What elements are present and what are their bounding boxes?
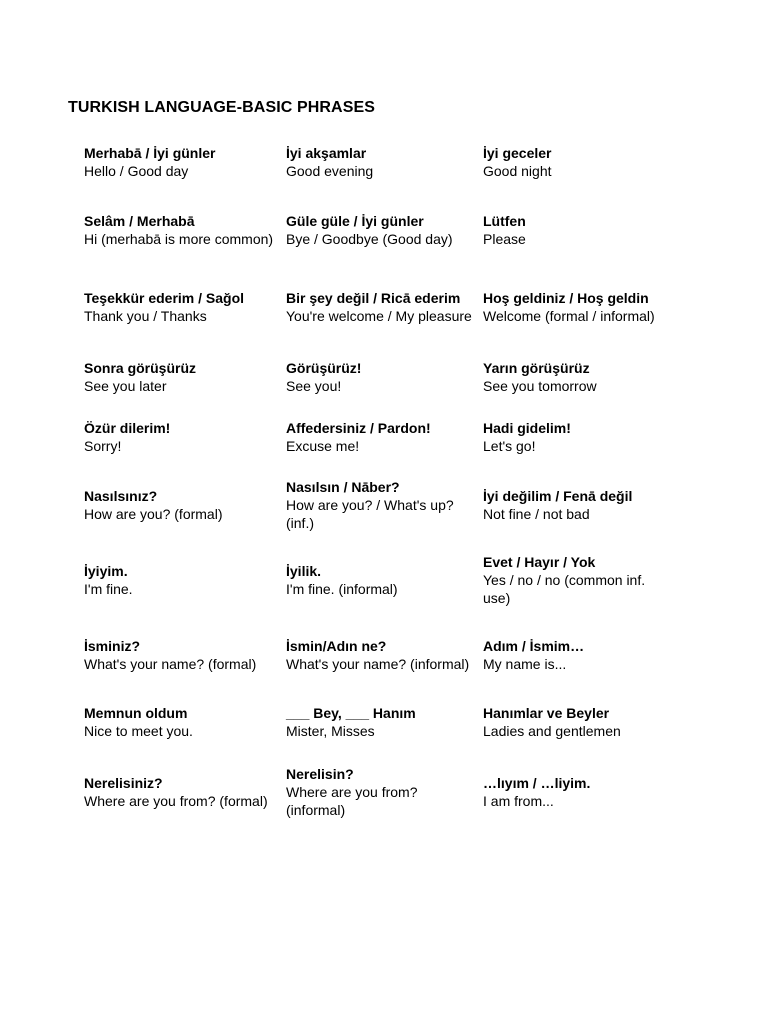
english-meaning: Welcome (formal / informal) — [483, 308, 655, 324]
english-meaning: Where are you from? (informal) — [286, 784, 418, 818]
english-meaning: Mister, Misses — [286, 723, 375, 739]
english-meaning: Thank you / Thanks — [84, 308, 207, 324]
english-meaning: Good night — [483, 163, 552, 179]
phrase-cell — [84, 407, 274, 467]
phrase-cell — [84, 542, 274, 617]
phrase-cell — [84, 267, 274, 347]
english-meaning: Good evening — [286, 163, 374, 179]
english-meaning: How are you? / What's up? (inf.) — [286, 496, 454, 531]
phrase-row — [84, 267, 704, 347]
turkish-phrase: Nerelisin? — [286, 766, 354, 782]
english-meaning: Please — [483, 230, 526, 247]
english-meaning: How are you? (formal) — [84, 505, 223, 522]
english-meaning: See you! — [286, 378, 342, 394]
turkish-phrase: İyi geceler — [483, 145, 552, 161]
english-meaning: What's your name? (formal) — [84, 655, 257, 672]
english-meaning: Yes / no / no (common inf. use) — [483, 571, 646, 606]
document-title: TURKISH LANGUAGE-BASIC PHRASES — [68, 99, 376, 116]
phrase-cell — [483, 617, 673, 692]
turkish-phrase: Hoş geldiniz / Hoş geldin — [483, 290, 649, 306]
phrase-cell — [84, 752, 274, 832]
english-meaning: Sorry! — [84, 438, 122, 454]
english-meaning: Where are you from? (formal) — [84, 793, 268, 809]
turkish-phrase: Lütfen — [483, 212, 526, 229]
phrase-cell — [84, 617, 274, 692]
phrase-cell — [84, 347, 274, 407]
phrase-cell — [483, 467, 673, 542]
turkish-phrase: Yarın görüşürüz — [483, 360, 590, 376]
phrase-cell — [483, 267, 673, 347]
english-meaning: Excuse me! — [286, 438, 360, 454]
turkish-phrase: Güle güle / İyi günler — [286, 212, 424, 229]
phrase-cell — [84, 192, 274, 267]
phrase-cell — [483, 692, 673, 752]
phrase-cell — [483, 132, 673, 192]
phrase-row — [84, 752, 704, 832]
english-meaning: Hi (merhabā is more common) — [84, 230, 274, 247]
turkish-phrase: Affedersiniz / Pardon! — [286, 420, 431, 436]
english-meaning: Nice to meet you. — [84, 723, 193, 739]
turkish-phrase: Merhabā / İyi günler — [84, 145, 216, 161]
english-meaning: I'm fine. (informal) — [286, 580, 398, 597]
english-meaning: Let's go! — [483, 438, 536, 454]
phrase-cell — [483, 192, 673, 267]
turkish-phrase: İyilik. — [286, 562, 322, 579]
phrase-cell — [483, 542, 673, 617]
phrase-cell — [84, 692, 274, 752]
turkish-phrase: Selâm / Merhabā — [84, 212, 195, 229]
turkish-phrase: Özür dilerim! — [84, 420, 171, 436]
english-meaning: Hello / Good day — [84, 163, 189, 179]
english-meaning: Bye / Goodbye (Good day) — [286, 230, 453, 247]
turkish-phrase: Nasılsınız? — [84, 487, 158, 504]
english-meaning: What's your name? (informal) — [286, 655, 470, 672]
phrase-row — [84, 192, 704, 267]
phrase-cell — [286, 132, 476, 192]
phrase-row — [84, 467, 704, 542]
phrase-cell — [84, 467, 274, 542]
turkish-phrase: Nerelisiniz? — [84, 775, 163, 791]
turkish-phrase: İsminiz? — [84, 637, 141, 654]
turkish-phrase: İsmin/Adın ne? — [286, 637, 387, 654]
phrase-row — [84, 617, 704, 692]
turkish-phrase: Memnun oldum — [84, 705, 188, 721]
phrase-cell — [84, 132, 274, 192]
phrase-cell — [286, 752, 476, 832]
turkish-phrase: İyiyim. — [84, 562, 128, 579]
english-meaning: I am from... — [483, 793, 554, 809]
phrase-row — [84, 692, 704, 752]
phrase-row — [84, 347, 704, 407]
turkish-phrase: Bir şey değil / Ricā ederim — [286, 290, 461, 306]
english-meaning: See you later — [84, 378, 167, 394]
english-meaning: Not fine / not bad — [483, 505, 590, 522]
turkish-phrase: …lıyım / …liyim. — [483, 775, 591, 791]
phrase-cell — [483, 347, 673, 407]
turkish-phrase: Adım / İsmim… — [483, 637, 585, 654]
phrase-cell — [286, 692, 476, 752]
phrase-row — [84, 407, 704, 467]
english-meaning: My name is... — [483, 655, 567, 672]
english-meaning: You're welcome / My pleasure — [286, 308, 472, 324]
phrase-cell — [483, 407, 673, 467]
turkish-phrase: Evet / Hayır / Yok — [483, 553, 596, 570]
phrase-cell — [286, 542, 476, 617]
english-meaning: I'm fine. — [84, 580, 133, 597]
phrase-row — [84, 132, 704, 192]
phrase-cell — [286, 347, 476, 407]
turkish-phrase: Hadi gidelim! — [483, 420, 571, 436]
turkish-phrase: İyi değilim / Fenā değil — [483, 487, 633, 504]
turkish-phrase: Teşekkür ederim / Sağol — [84, 290, 245, 306]
phrase-row — [84, 542, 704, 617]
turkish-phrase: İyi akşamlar — [286, 145, 367, 161]
phrase-table — [84, 132, 704, 832]
turkish-phrase: ___ Bey, ___ Hanım — [286, 705, 416, 721]
phrase-cell — [286, 267, 476, 347]
phrase-cell — [286, 617, 476, 692]
phrase-cell — [286, 407, 476, 467]
english-meaning: Ladies and gentlemen — [483, 723, 621, 739]
turkish-phrase: Hanımlar ve Beyler — [483, 705, 610, 721]
turkish-phrase: Nasılsın / Nāber? — [286, 478, 400, 495]
phrase-cell — [286, 192, 476, 267]
turkish-phrase: Sonra görüşürüz — [84, 360, 197, 376]
english-meaning: See you tomorrow — [483, 378, 597, 394]
turkish-phrase: Görüşürüz! — [286, 360, 362, 376]
phrase-cell — [286, 467, 476, 542]
phrase-cell — [483, 752, 673, 832]
